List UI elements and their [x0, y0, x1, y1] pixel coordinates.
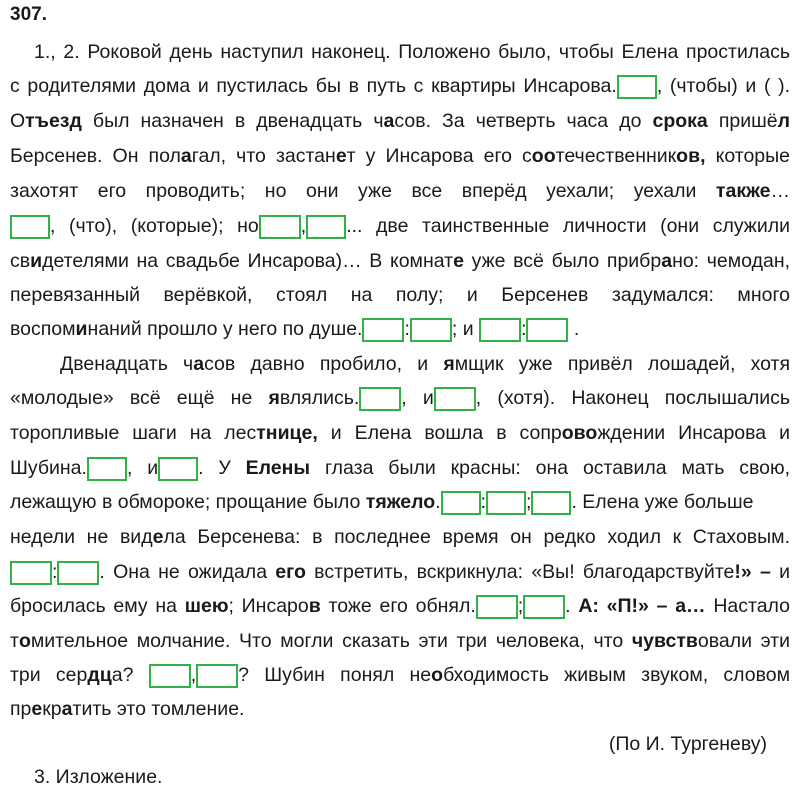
text-line — [60, 349, 790, 379]
text-segment: , и — [401, 387, 434, 409]
text-segment: которые — [705, 145, 790, 167]
text-segment: . У — [198, 457, 246, 479]
text-segment: 1., 2. Роковой день наступил наконец. Положено было, чтобы Елена простилась — [34, 41, 790, 63]
answer-box[interactable] — [10, 561, 52, 585]
answer-box[interactable] — [523, 595, 565, 619]
text-segment: … — [770, 180, 790, 202]
text-segment: торопливые шаги на лес — [10, 422, 257, 444]
bold-segment: и — [30, 250, 43, 272]
text-segment: Настало — [705, 595, 790, 617]
text-segment: три сер — [10, 664, 88, 686]
text-line — [10, 660, 790, 690]
attribution: (По И. Тургеневу) — [608, 733, 767, 755]
bold-segment: тъезд — [25, 110, 82, 132]
text-segment: Двенадцать ч — [60, 353, 194, 375]
text-line — [10, 211, 790, 241]
bold-segment: ов, — [676, 145, 706, 167]
bold-segment: о — [431, 664, 444, 686]
text-segment: ... две таинственные личности (они служили — [346, 215, 790, 237]
bold-segment: дц — [87, 664, 112, 686]
answer-box[interactable] — [479, 318, 521, 342]
text-segment: О — [10, 110, 26, 132]
bold-segment: и — [75, 318, 88, 340]
text-line — [10, 453, 790, 483]
text-segment: ; — [517, 595, 524, 617]
text-segment: Берсенев. Он пол — [10, 145, 181, 167]
text-segment: кр — [42, 698, 62, 720]
answer-box[interactable] — [158, 457, 198, 481]
text-segment: мительное молчание. Что могли сказать эти три человека, что — [30, 630, 632, 652]
answer-box[interactable] — [196, 664, 238, 688]
bold-segment: а — [180, 145, 192, 167]
text-segment: , — [190, 664, 197, 686]
bold-segment: е — [152, 526, 164, 548]
text-segment: бросилась ему на — [10, 595, 185, 617]
text-segment: , (что), (которые); но — [50, 215, 259, 237]
text-segment: : — [52, 561, 58, 583]
text-segment: сов. За четверть часа до — [394, 110, 653, 132]
bold-segment: о — [18, 630, 31, 652]
answer-box[interactable] — [410, 318, 452, 342]
answer-box[interactable] — [441, 491, 481, 515]
text-line — [10, 383, 790, 413]
answer-box[interactable] — [531, 491, 571, 515]
answer-box[interactable] — [10, 215, 50, 239]
text-line — [10, 418, 790, 448]
bold-segment: а — [661, 250, 673, 272]
bold-segment: е — [31, 698, 43, 720]
bold-segment: ово — [561, 422, 598, 444]
text-segment: , и — [126, 457, 159, 479]
text-line — [10, 314, 790, 344]
text-segment: ? Шубин понял не — [238, 664, 432, 686]
bold-segment: его — [275, 561, 306, 583]
text-segment: и — [770, 561, 790, 583]
section-heading: 3. Изложение. — [34, 766, 163, 788]
answer-box[interactable] — [526, 318, 568, 342]
answer-box[interactable] — [434, 387, 476, 411]
text-segment: пришё — [707, 110, 778, 132]
text-segment: лежащую в обмороке; прощание было — [10, 491, 366, 513]
text-line — [10, 694, 790, 724]
text-line — [10, 591, 790, 621]
text-line — [10, 280, 790, 310]
answer-box[interactable] — [362, 318, 404, 342]
bold-segment: а — [193, 353, 205, 375]
text-segment: св — [10, 250, 31, 272]
text-segment: сов давно пробило, и — [204, 353, 444, 375]
text-segment: , (чтобы) и ( ). — [656, 75, 790, 97]
text-segment: глаза были красны: она оставила мать свою, — [310, 457, 790, 479]
text-segment: : — [521, 318, 527, 340]
bold-segment: !» – — [734, 561, 771, 583]
text-line — [10, 522, 790, 552]
text-segment: , (хотя). Наконец послышались — [475, 387, 790, 409]
bold-segment: Елены — [245, 457, 311, 479]
text-line — [10, 176, 790, 206]
text-segment: , — [300, 215, 307, 237]
text-segment: овали эти — [697, 630, 790, 652]
answer-box[interactable] — [359, 387, 401, 411]
text-segment: течественник — [555, 145, 677, 167]
bold-segment: оо — [531, 145, 556, 167]
answer-box[interactable] — [149, 664, 191, 688]
bold-segment: л — [777, 110, 790, 132]
exercise-number: 307. — [10, 4, 47, 25]
text-segment: воспом — [10, 318, 76, 340]
answer-box[interactable] — [57, 561, 99, 585]
text-segment: но: чемодан, — [672, 250, 791, 272]
text-segment: уже всё было прибр — [463, 250, 662, 272]
text-line — [10, 626, 790, 656]
bold-segment: я — [443, 353, 455, 375]
bold-segment: тяжело — [365, 491, 436, 513]
text-segment: ла Берсенева: в последнее время он редко ходил к Стаховым. — [163, 526, 790, 548]
bold-segment: также — [715, 180, 771, 202]
text-segment: : — [404, 318, 410, 340]
text-segment: был назначен в двенадцать ч — [81, 110, 384, 132]
text-segment: . — [435, 491, 441, 513]
text-line — [10, 246, 790, 276]
bold-segment: в — [308, 595, 321, 617]
bold-segment: срока — [652, 110, 708, 132]
text-segment: . — [573, 318, 580, 340]
answer-box[interactable] — [486, 491, 526, 515]
text-line — [34, 37, 790, 67]
text-segment: . — [565, 595, 579, 617]
text-line — [10, 487, 790, 517]
bold-segment: я — [268, 387, 280, 409]
text-segment: ждении Инсарова и — [597, 422, 790, 444]
text-segment: : — [480, 491, 487, 513]
text-segment: детелями на свадьбе Инсарова)… В комнат — [42, 250, 454, 272]
answer-box[interactable] — [617, 75, 657, 99]
text-line — [10, 106, 790, 136]
text-segment: с родителями дома и пустилась бы в путь с квартиры Инсарова. — [10, 75, 617, 97]
text-line — [10, 557, 790, 587]
text-segment: и Елена вошла в сопр — [317, 422, 562, 444]
text-segment: т у Инсарова его с — [346, 145, 532, 167]
text-line — [10, 141, 790, 171]
text-segment: тоже его обнял. — [320, 595, 476, 617]
text-segment: тить это томление. — [72, 698, 245, 720]
text-segment: перевязанный верёвкой, стоял на полу; и Берсенев задумался: много — [10, 284, 790, 306]
text-segment: «молодые» всё ещё не — [10, 387, 269, 409]
text-segment: Шубина. — [10, 457, 87, 479]
text-segment: наний прошло у него по душе. — [87, 318, 363, 340]
bold-segment: а — [383, 110, 395, 132]
text-segment: ; — [526, 491, 532, 513]
text-segment: т — [10, 630, 19, 652]
text-segment: мщик уже привёл лошадей, хотя — [454, 353, 791, 375]
bold-segment: шею — [184, 595, 229, 617]
text-segment: пр — [10, 698, 32, 720]
bold-segment: тнице, — [256, 422, 318, 444]
text-segment: . Она не ожидала — [99, 561, 276, 583]
text-line — [10, 71, 790, 101]
answer-box[interactable] — [87, 457, 127, 481]
text-segment: . Елена уже больше — [571, 491, 754, 513]
answer-box[interactable] — [259, 215, 301, 239]
text-segment: гал, что застан — [191, 145, 336, 167]
text-segment: захотят его проводить; но они уже все вперёд уехали; уехали — [10, 180, 716, 202]
answer-box[interactable] — [476, 595, 518, 619]
text-segment: а? — [111, 664, 134, 686]
text-segment: ; Инсаро — [228, 595, 309, 617]
bold-segment: е — [335, 145, 347, 167]
bold-segment: А: «П!» – а… — [578, 595, 706, 617]
text-segment: влялись. — [279, 387, 360, 409]
text-segment: ; и — [451, 318, 474, 340]
answer-box[interactable] — [306, 215, 346, 239]
bold-segment: а — [61, 698, 73, 720]
bold-segment: чувств — [631, 630, 698, 652]
text-segment: недели не вид — [10, 526, 153, 548]
text-segment: встретить, вскрикнула: «Вы! благодарствуйте — [305, 561, 735, 583]
bold-segment: е — [453, 250, 464, 272]
text-segment: бходимость живым звуком, словом — [443, 664, 791, 686]
